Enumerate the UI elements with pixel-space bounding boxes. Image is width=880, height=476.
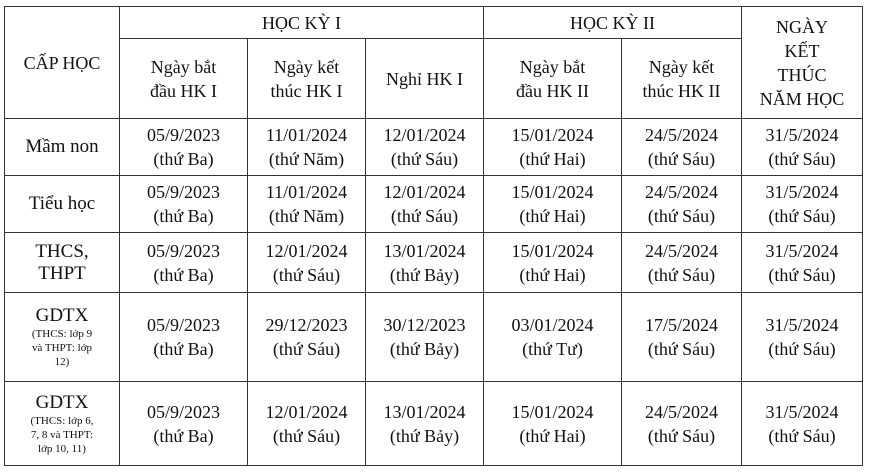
level-column-header: CẤP HỌC — [5, 7, 120, 119]
level-name: Mầm non — [25, 136, 99, 157]
sem1-start-cell — [120, 119, 248, 176]
date-value: 13/01/2024 — [383, 401, 466, 422]
weekday-value: (thứ Sáu) — [647, 425, 716, 446]
year-end-cell — [742, 176, 863, 233]
sem1-end-header — [248, 39, 366, 119]
date-value: 30/12/2023 — [383, 315, 466, 335]
sem1-end-cell — [248, 233, 366, 293]
weekday-value: (thứ Sáu) — [647, 206, 716, 226]
sem2-end-header — [622, 39, 742, 119]
weekday-value: (thứ Ba) — [153, 425, 214, 446]
sem2-start-header-line: Ngày bắt — [519, 56, 586, 77]
weekday-value: (thứ Sáu) — [272, 264, 341, 285]
sem2-start-cell — [484, 176, 622, 233]
level-note: 12) — [54, 356, 70, 368]
date-value: 24/5/2024 — [644, 401, 718, 422]
year-end-cell — [742, 233, 863, 293]
sem1-end-header-line: Ngày kết — [273, 56, 340, 77]
date-value: 11/01/2024 — [265, 182, 348, 202]
year-end-header-line: NĂM HỌC — [759, 88, 845, 109]
sem1-end-header-line: thúc HK I — [270, 80, 343, 101]
sem1-start-cell — [120, 176, 248, 233]
date-value: 05/9/2023 — [146, 240, 220, 261]
table-body — [5, 119, 863, 466]
date-value: 31/5/2024 — [765, 182, 839, 202]
level-note: lớp 10, 11) — [38, 442, 86, 455]
date-value: 15/01/2024 — [511, 240, 594, 261]
weekday-value: (thứ Ba) — [153, 149, 214, 169]
date-value: 15/01/2024 — [511, 125, 594, 145]
weekday-value: (thứ Sáu) — [647, 149, 716, 169]
weekday-value: (thứ Sáu) — [768, 339, 836, 359]
date-value: 12/01/2024 — [265, 240, 348, 261]
sem2-start-cell — [484, 382, 622, 466]
sem1-start-header-line: đầu HK I — [150, 80, 217, 101]
table-row — [5, 382, 863, 466]
table-row — [5, 119, 863, 176]
level-name: GDTX — [35, 391, 89, 413]
sem2-start-cell — [484, 119, 622, 176]
date-value: 31/5/2024 — [765, 125, 839, 145]
sem1-end-cell — [248, 119, 366, 176]
weekday-value: (thứ Ba) — [153, 339, 214, 359]
sem2-end-cell — [622, 382, 742, 466]
sem2-start-cell — [484, 233, 622, 293]
weekday-value: (thứ Hai) — [519, 264, 586, 285]
sem1-break-cell — [366, 119, 484, 176]
sem2-end-header-line: thúc HK II — [642, 80, 721, 101]
date-value: 24/5/2024 — [644, 125, 718, 145]
sem2-end-cell — [622, 176, 742, 233]
sem2-start-header-line: đầu HK II — [516, 80, 589, 101]
sem1-break-header-line: Nghỉ HK I — [386, 68, 463, 89]
sem1-break-cell — [366, 176, 484, 233]
year-end-header — [742, 7, 863, 119]
date-value: 05/9/2023 — [146, 315, 220, 335]
date-value: 15/01/2024 — [511, 182, 594, 202]
date-value: 24/5/2024 — [644, 240, 718, 261]
weekday-value: (thứ Sáu) — [272, 339, 341, 359]
level-name: Tiểu học — [28, 193, 96, 214]
weekday-value: (thứ Sáu) — [768, 206, 836, 226]
date-value: 12/01/2024 — [265, 401, 348, 422]
weekday-value: (thứ Sáu) — [647, 264, 716, 285]
date-value: 12/01/2024 — [383, 125, 466, 145]
year-end-cell — [742, 382, 863, 466]
table-row — [5, 233, 863, 293]
level-cell — [5, 382, 120, 466]
weekday-value: (thứ Bảy) — [389, 264, 460, 285]
weekday-value: (thứ Hai) — [519, 425, 586, 446]
year-end-cell — [742, 119, 863, 176]
sem2-end-cell — [622, 233, 742, 293]
weekday-value: (thứ Tư) — [522, 339, 583, 359]
date-value: 31/5/2024 — [765, 315, 839, 335]
date-value: 05/9/2023 — [146, 182, 220, 202]
sem1-end-cell — [248, 176, 366, 233]
sem1-break-cell — [366, 293, 484, 382]
weekday-value: (thứ Sáu) — [768, 425, 836, 446]
level-name: THPT — [38, 262, 86, 284]
sem1-break-header — [366, 39, 484, 119]
date-value: 13/01/2024 — [383, 240, 466, 261]
weekday-value: (thứ Năm) — [268, 206, 345, 226]
level-note: (THCS: lớp 6, — [30, 414, 94, 427]
level-cell — [5, 119, 120, 176]
weekday-value: (thứ Sáu) — [390, 206, 459, 226]
sem2-end-cell — [622, 119, 742, 176]
level-note: (THCS: lớp 9 — [31, 328, 93, 340]
weekday-value: (thứ Sáu) — [768, 264, 836, 285]
sem1-end-cell — [248, 382, 366, 466]
date-value: 17/5/2024 — [644, 315, 718, 335]
level-cell — [5, 176, 120, 233]
date-value: 12/01/2024 — [383, 182, 466, 202]
sem1-start-cell — [120, 382, 248, 466]
date-value: 11/01/2024 — [265, 125, 348, 145]
weekday-value: (thứ Sáu) — [272, 425, 341, 446]
weekday-value: (thứ Năm) — [268, 149, 345, 169]
date-value: 05/9/2023 — [146, 125, 220, 145]
sem2-start-header — [484, 39, 622, 119]
level-cell — [5, 293, 120, 382]
date-value: 31/5/2024 — [765, 240, 839, 261]
weekday-value: (thứ Bảy) — [389, 425, 460, 446]
date-value: 24/5/2024 — [644, 182, 718, 202]
level-name: GDTX — [35, 305, 89, 326]
sem1-break-cell — [366, 233, 484, 293]
sem1-end-cell — [248, 293, 366, 382]
sem1-start-cell — [120, 233, 248, 293]
weekday-value: (thứ Sáu) — [768, 149, 836, 169]
date-value: 03/01/2024 — [511, 315, 594, 335]
year-end-header-line: NGÀY — [776, 16, 828, 37]
date-value: 05/9/2023 — [146, 401, 220, 422]
sem2-end-header-line: Ngày kết — [648, 56, 715, 77]
level-cell — [5, 233, 120, 293]
weekday-value: (thứ Ba) — [153, 264, 214, 285]
sem1-start-cell — [120, 293, 248, 382]
date-value: 31/5/2024 — [765, 401, 839, 422]
year-end-cell — [742, 293, 863, 382]
table-row — [5, 293, 863, 382]
weekday-value: (thứ Hai) — [519, 149, 586, 169]
year-end-header-line: THÚC — [777, 64, 827, 85]
weekday-value: (thứ Hai) — [519, 206, 586, 226]
semester-1-header: HỌC KỲ I — [120, 7, 484, 39]
date-value: 29/12/2023 — [265, 315, 348, 335]
weekday-value: (thứ Sáu) — [647, 339, 716, 359]
table-row — [5, 176, 863, 233]
level-note: và THPT: lớp — [31, 342, 93, 354]
semester-2-header: HỌC KỲ II — [484, 7, 742, 39]
weekday-value: (thứ Bảy) — [389, 339, 460, 359]
year-end-header-line: KẾT — [784, 40, 820, 61]
school-calendar-table — [4, 6, 863, 466]
sem1-start-header — [120, 39, 248, 119]
sem1-break-cell — [366, 382, 484, 466]
level-name: THCS, — [35, 240, 89, 262]
sem2-end-cell — [622, 293, 742, 382]
sem2-start-cell — [484, 293, 622, 382]
weekday-value: (thứ Sáu) — [390, 149, 459, 169]
weekday-value: (thứ Ba) — [153, 206, 214, 226]
sem1-start-header-line: Ngày bắt — [150, 56, 217, 77]
date-value: 15/01/2024 — [511, 401, 594, 422]
level-note: 7, 8 và THPT: — [30, 428, 94, 441]
